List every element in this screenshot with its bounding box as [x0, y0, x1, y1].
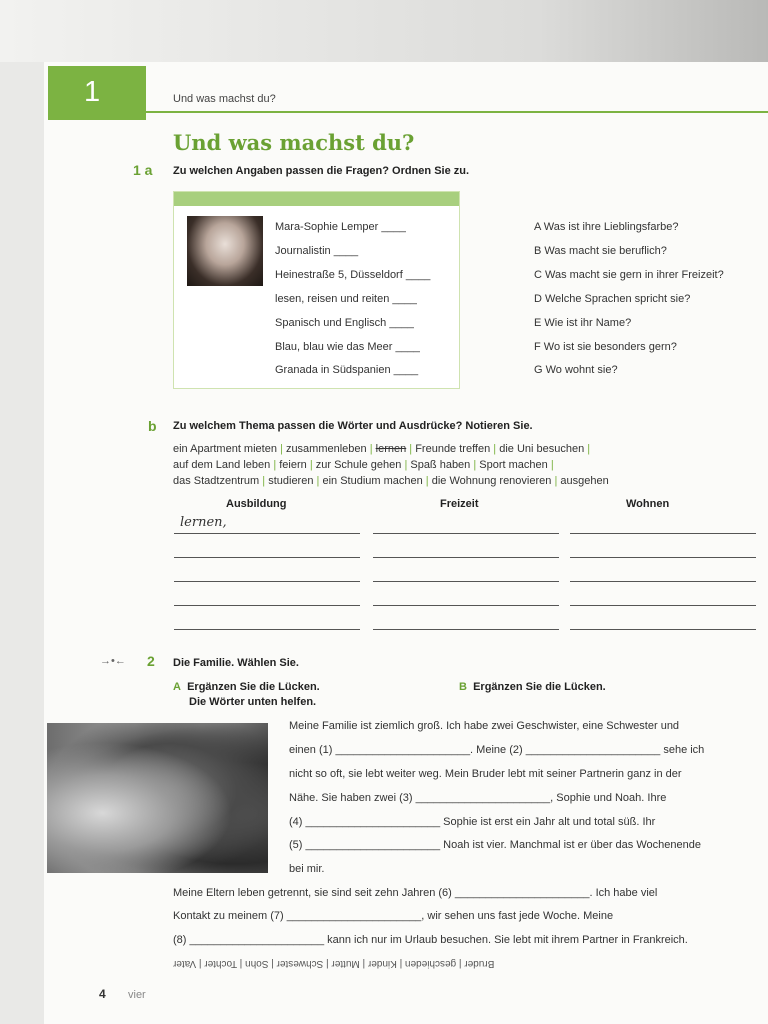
separator: | — [550, 459, 554, 471]
cloze-line: Meine Familie ist ziemlich groß. Ich habe zwei Geschwister, eine Schwester und — [289, 720, 680, 732]
separator: | — [262, 475, 266, 487]
separator: | — [309, 459, 313, 471]
separator: | — [587, 443, 591, 455]
cloze-line: Nähe. Sie haben zwei (3) ______________________, Sophie und Noah. Ihre — [289, 792, 667, 804]
word: die Wohnung renovieren — [431, 475, 552, 487]
profile-item: Journalistin ____ — [275, 245, 359, 257]
separator: | — [280, 443, 283, 455]
word: das Stadtzentrum — [173, 475, 260, 487]
page-number-word: vier — [128, 989, 146, 1001]
profile-item: Heinestraße 5, Düsseldorf ____ — [275, 269, 431, 281]
profile-item: lesen, reisen und reiten ____ — [275, 293, 417, 305]
answer-line[interactable] — [174, 605, 360, 606]
separator: | — [409, 443, 413, 455]
answer-line[interactable] — [570, 605, 756, 606]
page-title: Und was machst du? — [173, 130, 415, 155]
word: studieren — [268, 475, 314, 487]
question-option: G Wo wohnt sie? — [534, 364, 618, 376]
upside-down-word-bank: Bruder | geschieden | Kinder | Mutter | Schwester | Sohn | Tochter | Vater — [173, 958, 495, 969]
option-a-label: A Ergänzen Sie die Lücken. — [173, 681, 320, 693]
cloze-line: bei mir. — [289, 863, 325, 875]
profile-item: Blau, blau wie das Meer ____ — [275, 341, 420, 353]
profile-card-bar — [174, 192, 459, 206]
exercise-1b-number: b — [148, 418, 157, 434]
answer-line[interactable] — [174, 533, 360, 534]
question-option: C Was macht sie gern in ihrer Freizeit? — [534, 269, 724, 281]
answer-line[interactable] — [570, 533, 756, 534]
cloze-line: (8) ______________________ kann ich nur im Urlaub besuchen. Sie lebt mit ihrem Partner in Frankreich. — [173, 934, 688, 946]
chapter-tab — [48, 66, 146, 120]
differentiation-arrows-icon: →•← — [100, 655, 126, 667]
answer-line[interactable] — [373, 629, 559, 630]
exercise-2-instruction: Die Familie. Wählen Sie. — [173, 657, 299, 669]
answer-line[interactable] — [570, 557, 756, 558]
separator: | — [425, 475, 429, 487]
separator: | — [316, 475, 320, 487]
separator: | — [273, 459, 277, 471]
word-list-line — [173, 473, 753, 489]
answer-line[interactable] — [373, 533, 559, 534]
answer-line[interactable] — [570, 629, 756, 630]
separator: | — [493, 443, 497, 455]
word: ausgehen — [560, 475, 609, 487]
separator: | — [554, 475, 558, 487]
separator: | — [404, 459, 408, 471]
exercise-1a-number: 1 a — [133, 162, 153, 178]
word: zusammenleben — [285, 443, 367, 455]
word: Spaß haben — [410, 459, 471, 471]
word: zur Schule gehen — [315, 459, 402, 471]
exercise-2-number: 2 — [147, 653, 155, 669]
word: die Uni besuchen — [499, 443, 585, 455]
question-option: A Was ist ihre Lieblingsfarbe? — [534, 221, 679, 233]
cloze-line: Meine Eltern leben getrennt, sie sind seit zehn Jahren (6) ______________________. Ich habe viel — [173, 887, 658, 899]
cloze-line: (5) ______________________ Noah ist vier. Manchmal ist er über das Wochenende — [289, 839, 701, 851]
header-rule — [146, 111, 768, 113]
chapter-number: 1 — [84, 76, 101, 108]
exercise-1a-instruction: Zu welchen Angaben passen die Fragen? Ordnen Sie zu. — [173, 165, 470, 177]
word-list-line — [173, 457, 753, 473]
page-shadow — [0, 0, 768, 62]
question-option: B Was macht sie beruflich? — [534, 245, 667, 257]
profile-item: Spanisch und Englisch ____ — [275, 317, 414, 329]
word: auf dem Land leben — [173, 459, 271, 471]
answer-line[interactable] — [373, 605, 559, 606]
word: Freunde treffen — [415, 443, 491, 455]
column-heading-wohnen: Wohnen — [626, 498, 670, 510]
answer-line[interactable] — [174, 581, 360, 582]
answer-line[interactable] — [373, 557, 559, 558]
running-title: Und was machst du? — [173, 93, 276, 105]
answer-line[interactable] — [174, 629, 360, 630]
cloze-line: (4) ______________________ Sophie ist erst ein Jahr alt und total süß. Ihr — [289, 816, 656, 828]
answer-line[interactable] — [570, 581, 756, 582]
word: Sport machen — [479, 459, 548, 471]
exercise-1b-instruction: Zu welchem Thema passen die Wörter und Ausdrücke? Notieren Sie. — [173, 420, 533, 432]
cloze-line: nicht so oft, sie lebt weiter weg. Mein Bruder lebt mit seiner Partnerin ganz in der — [289, 768, 682, 780]
cloze-line: Kontakt zu meinem (7) ______________________, wir sehen uns fast jede Woche. Meine — [173, 910, 614, 922]
family-photo — [47, 723, 268, 873]
option-a-subtext: Die Wörter unten helfen. — [189, 696, 317, 708]
cloze-line: einen (1) ______________________. Meine (2) ______________________ sehe ich — [289, 744, 705, 756]
word-list-line — [173, 441, 753, 457]
answer-line[interactable] — [174, 557, 360, 558]
word: feiern — [279, 459, 307, 471]
profile-item: Granada in Südspanien ____ — [275, 364, 419, 376]
answer-line[interactable] — [373, 581, 559, 582]
page-number: 4 — [99, 987, 106, 1001]
word-crossed-out: lernen — [375, 443, 407, 455]
column-heading-ausbildung: Ausbildung — [226, 498, 287, 510]
question-option: E Wie ist ihr Name? — [534, 317, 632, 329]
separator: | — [369, 443, 373, 455]
handwritten-answer: lernen, — [180, 515, 227, 530]
option-b-label: B Ergänzen Sie die Lücken. — [459, 681, 606, 693]
question-option: F Wo ist sie besonders gern? — [534, 341, 677, 353]
word: ein Studium machen — [322, 475, 423, 487]
column-heading-freizeit: Freizeit — [440, 498, 479, 510]
word: ein Apartment mieten — [173, 443, 277, 455]
separator: | — [473, 459, 477, 471]
profile-item: Mara-Sophie Lemper ____ — [275, 221, 406, 233]
question-option: D Welche Sprachen spricht sie? — [534, 293, 691, 305]
portrait-photo — [187, 216, 263, 286]
